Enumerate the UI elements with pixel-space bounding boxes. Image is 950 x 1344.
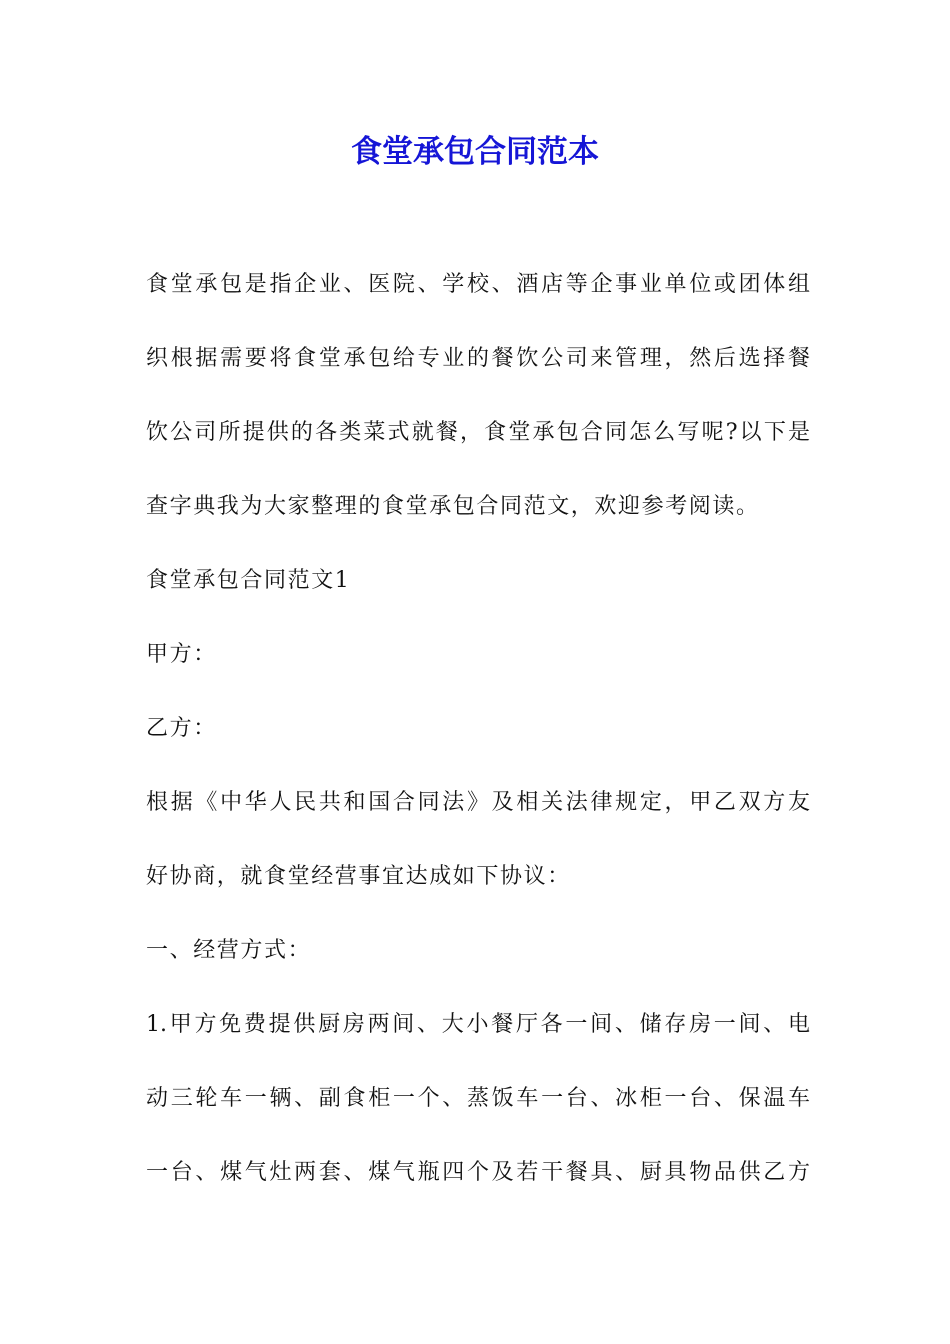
paragraph-line: 好协商，就食堂经营事宜达成如下协议：	[146, 864, 571, 889]
paragraph-line: 1.甲方免费提供厨房两间、大小餐厅各一间、储存房一间、电	[146, 1012, 810, 1037]
paragraph-line: 根据《中华人民共和国合同法》及相关法律规定，甲乙双方友	[146, 790, 810, 815]
paragraph-line: 动三轮车一辆、副食柜一个、蒸饭车一台、冰柜一台、保温车	[146, 1086, 810, 1111]
section-heading: 食堂承包合同范文1	[146, 568, 351, 593]
paragraph-line: 饮公司所提供的各类菜式就餐，食堂承包合同怎么写呢?以下是	[146, 420, 810, 445]
document-body	[146, 263, 810, 1225]
document-title: 食堂承包合同范本	[351, 134, 599, 170]
paragraph-line: 食堂承包是指企业、医院、学校、酒店等企事业单位或团体组	[146, 272, 810, 297]
paragraph-line: 查字典我为大家整理的食堂承包合同范文，欢迎参考阅读。	[146, 494, 760, 519]
clause-heading: 一、经营方式：	[146, 938, 312, 963]
paragraph-line: 一台、煤气灶两套、煤气瓶四个及若干餐具、厨具物品供乙方	[146, 1160, 810, 1185]
party-b-label: 乙方：	[146, 716, 217, 741]
paragraph-line: 织根据需要将食堂承包给专业的餐饮公司来管理，然后选择餐	[146, 346, 810, 371]
party-a-label: 甲方：	[146, 642, 217, 667]
